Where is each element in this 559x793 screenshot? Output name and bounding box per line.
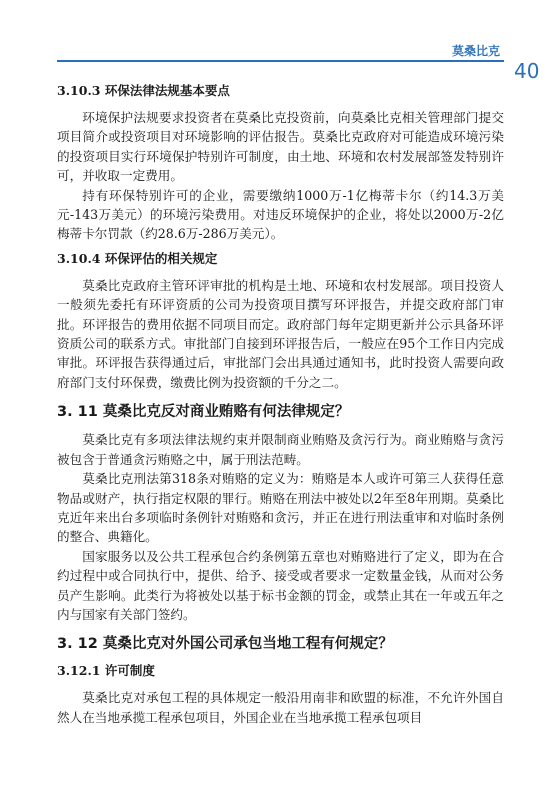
paragraph: 环境保护法规要求投资者在莫桑比克投资前，向莫桑比克相关管理部门提交项目简介或投资项目对环境影响的评估报告。莫桑比克政府对可能造成环境污染的投资项目实行环境保护特别许可制度，由土地、环境和农村发展部签发特别许可，并收取一定费用。 [57, 110, 504, 184]
header-rule [57, 60, 504, 62]
heading-3-12: 3. 12 莫桑比克对外国公司承包当地工程有何规定？ [57, 636, 393, 653]
header-section-label: 莫桑比克 [452, 44, 501, 58]
paragraph: 持有环保特别许可的企业，需要缴纳1000万-1亿梅蒂卡尔（约14.3万美元-143万美元）的环境污染费用。对违反环境保护的企业，将处以2000万-2亿梅蒂卡尔罚款（约28.6万-286万美元）。 [57, 187, 504, 242]
paragraph: 莫桑比克对承包工程的具体规定一般沿用南非和欧盟的标准，不允许外国自然人在当地承揽工程承包项目，外国企业在当地承揽工程承包项目 [57, 690, 504, 725]
paragraph: 国家服务以及公共工程承包合约条例第五章也对贿赂进行了定义，即为在合约过程中或合同执行中，提供、给予、接受或者要求一定数量金钱，从而对公务员产生影响。此类行为将被处以基于标书金额的罚金，或禁止其在一年或五年之内与国家有关部门签约。 [57, 548, 504, 622]
heading-3-11: 3. 11 莫桑比克反对商业贿赂有何法律规定？ [57, 404, 350, 421]
heading-3-10-4: 3.10.4 环保评估的相关规定 [57, 250, 218, 266]
paragraph: 莫桑比克政府主管环评审批的机构是土地、环境和农村发展部。项目投资人一般须先委托有环评资质的公司为投资项目撰写环评报告，并提交政府部门审批。环评报告的费用依据不同项目而定。政府部门每年定期更新并公示具备环评资质公司的联系方式。审批部门自接到环评报告后，一般应在95个工作日内完成审批。环评报告获得通过后，审批部门会出具通过通知书，此时投资人需要向政府部门支付环保费，缴费比例为投资额的千分之二。 [57, 277, 504, 390]
heading-3-12-1: 3.12.1 许可制度 [57, 663, 155, 679]
paragraph: 莫桑比克有多项法律法规约束并限制商业贿赂及贪污行为。商业贿赂与贪污被包含于普通贪污贿赂之中，属于刑法范畴。 [57, 432, 504, 467]
paragraph: 莫桑比克刑法第318条对贿赂的定义为：贿赂是本人或许可第三人获得任意物品或财产，执行指定权限的罪行。贿赂在刑法中被处以2年至8年刑期。莫桑比克近年来出台多项临时条例针对贿赂和贪污，并正在进行刑法重审和对临时条例的整合、典籍化。 [57, 471, 504, 545]
heading-3-10-3: 3.10.3 环保法律法规基本要点 [57, 83, 230, 98]
page-number: 40 [514, 59, 540, 83]
page-content [57, 82, 504, 727]
